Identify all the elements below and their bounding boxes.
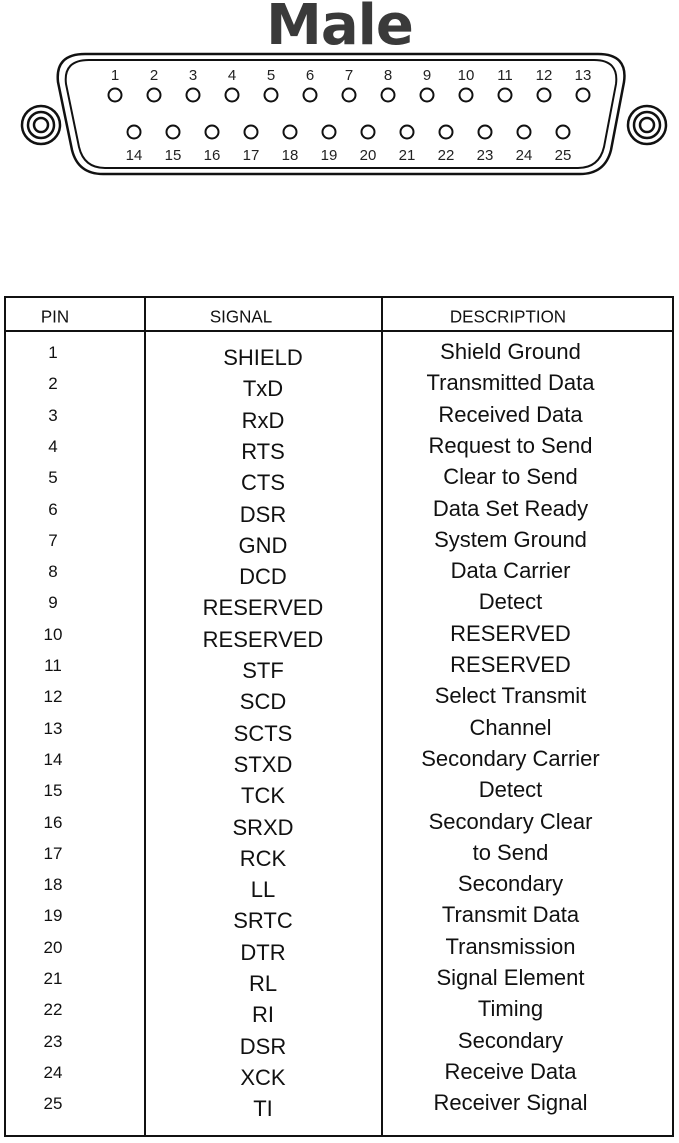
signal-cell: RTS (241, 438, 285, 464)
description-cell: to Send (472, 839, 549, 865)
pin-number-label: 11 (497, 67, 513, 84)
description-cell: Transmitted Data (426, 370, 595, 396)
pin-hole (304, 89, 317, 102)
pin-hole (245, 126, 258, 139)
signal-cell: SRTC (233, 908, 293, 934)
pin-hole (128, 126, 141, 139)
pin-cell: 20 (43, 937, 63, 957)
description-cell: Secondary Carrier (421, 745, 600, 771)
signal-cell: TxD (242, 376, 284, 402)
description-cell: Secondary Clear (428, 808, 593, 834)
signal-cell: DSR (239, 1033, 287, 1059)
pin-number-label: 12 (535, 67, 553, 84)
connector-title: Male (266, 0, 413, 58)
pin-hole (187, 89, 200, 102)
pin-hole (460, 89, 473, 102)
header-pin: PIN (40, 306, 70, 327)
pin-hole (382, 89, 395, 102)
pin-cell: 12 (43, 687, 63, 707)
signal-cell: XCK (240, 1064, 286, 1090)
pin-number-label: 20 (359, 147, 377, 164)
description-cell: Shield Ground (440, 339, 581, 364)
pin-hole (440, 126, 453, 139)
pin-hole (148, 89, 161, 102)
pin-number-label: 22 (437, 147, 455, 164)
pin-number-label: 6 (305, 67, 315, 84)
db25-connector-diagram (0, 40, 679, 190)
description-cell: Transmission (445, 933, 576, 959)
pin-cell: 19 (43, 906, 63, 926)
description-cell: Detect (478, 589, 543, 615)
pin-cell: 10 (43, 624, 63, 644)
pin-hole (362, 126, 375, 139)
signal-cell: TI (253, 1096, 273, 1122)
pin-number-label: 1 (110, 67, 120, 84)
pin-cell: 23 (43, 1031, 63, 1051)
pin-number-label: 19 (320, 147, 338, 164)
pin-cell: 18 (43, 875, 63, 895)
signal-cell: DSR (239, 501, 287, 527)
pin-number-label: 15 (164, 147, 182, 164)
pin-hole (265, 89, 278, 102)
pin-cell: 22 (43, 1000, 63, 1020)
signal-cell: CTS (241, 470, 285, 496)
description-cell: Clear to Send (443, 464, 578, 490)
signal-cell: RxD (241, 407, 285, 433)
connector-pins (109, 67, 592, 164)
pin-cell: 14 (43, 749, 63, 769)
pin-number-label: 14 (125, 147, 143, 164)
signal-cell: SCTS (233, 720, 293, 746)
pin-number-label: 24 (515, 147, 533, 164)
pin-cell: 5 (48, 468, 58, 488)
signal-cell: RESERVED (202, 626, 324, 652)
description-cell: RESERVED (450, 620, 571, 646)
description-cell: Receiver Signal (433, 1090, 588, 1116)
description-cell: RESERVED (450, 652, 571, 677)
description-cell: Timing (477, 996, 544, 1022)
pin-cell: 9 (48, 593, 58, 613)
pin-cell: 25 (43, 1094, 63, 1114)
pin-cell: 15 (43, 781, 63, 801)
pin-hole (401, 126, 414, 139)
signal-cell: DCD (239, 564, 287, 590)
signal-cell: DTR (240, 939, 286, 965)
pin-cell: 21 (43, 969, 63, 988)
signal-cell: STF (242, 658, 284, 683)
description-cell: Data Carrier (450, 558, 571, 584)
description-cell: Channel (469, 714, 552, 740)
pin-hole (518, 126, 531, 139)
description-cell: Receive Data (444, 1058, 577, 1084)
signal-cell: GND (238, 532, 288, 558)
pin-hole (479, 126, 492, 139)
signal-cell: RI (252, 1002, 274, 1028)
description-cell: Request to Send (428, 432, 593, 458)
pin-hole (421, 89, 434, 102)
signal-cell: TCK (241, 783, 285, 809)
left-mounting-screw (22, 106, 60, 144)
pin-hole (538, 89, 551, 102)
pin-hole (499, 89, 512, 102)
pin-number-label: 21 (398, 147, 416, 164)
pin-number-label: 16 (203, 147, 221, 164)
pin-number-label: 2 (149, 67, 159, 84)
pinout-table (4, 296, 674, 1137)
pin-hole (577, 89, 590, 102)
signal-cell: SHIELD (223, 345, 303, 370)
description-cell: Select Transmit (434, 683, 587, 709)
pin-hole (167, 126, 180, 139)
pin-number-label: 23 (476, 147, 494, 164)
pin-cell: 3 (48, 405, 58, 425)
signal-cell: LL (250, 877, 276, 903)
pin-hole (226, 89, 239, 102)
pin-cell: 13 (43, 718, 63, 738)
signal-cell: RCK (239, 845, 287, 871)
signal-cell: STXD (233, 751, 293, 777)
pin-cell: 16 (43, 812, 63, 832)
pin-number-label: 3 (188, 67, 198, 84)
description-cell: Signal Element (436, 965, 585, 990)
right-mounting-screw (628, 106, 666, 144)
signal-cell: RESERVED (202, 595, 324, 621)
pin-hole (109, 89, 122, 102)
pin-number-label: 13 (574, 67, 592, 84)
description-cell: Received Data (438, 401, 583, 427)
header-signal: SIGNAL (209, 306, 273, 327)
signal-cell: RL (248, 971, 278, 996)
pin-hole (343, 89, 356, 102)
pin-cell: 7 (48, 530, 58, 550)
pin-number-label: 17 (242, 147, 260, 164)
pin-hole (557, 126, 570, 139)
pin-hole (284, 126, 297, 139)
description-cell: Secondary (457, 1027, 564, 1053)
pin-cell: 24 (43, 1062, 63, 1082)
pin-cell: 8 (48, 562, 58, 582)
pin-cell: 2 (48, 374, 58, 394)
pin-number-label: 7 (344, 67, 354, 84)
signal-cell: SRXD (232, 814, 294, 840)
description-cell: Secondary (457, 871, 564, 897)
pin-number-label: 18 (281, 147, 299, 164)
connector-shell-inner (66, 60, 617, 168)
description-cell: Detect (478, 777, 543, 803)
pin-cell: 17 (43, 843, 63, 863)
signal-cell: SCD (239, 689, 287, 715)
pin-cell: 6 (48, 499, 58, 519)
pin-cell: 1 (48, 343, 58, 362)
pin-number-label: 9 (422, 67, 432, 84)
pin-hole (323, 126, 336, 139)
header-description: DESCRIPTION (449, 306, 567, 327)
pin-number-label: 25 (554, 147, 572, 164)
pin-cell: 4 (48, 436, 58, 456)
pin-hole (206, 126, 219, 139)
pin-cell: 11 (44, 656, 62, 675)
pin-number-label: 4 (227, 67, 237, 84)
pin-number-label: 10 (457, 67, 475, 84)
description-cell: System Ground (434, 526, 587, 552)
pin-number-label: 8 (383, 67, 393, 84)
description-cell: Transmit Data (441, 902, 580, 928)
description-cell: Data Set Ready (432, 495, 589, 521)
pin-number-label: 5 (266, 67, 276, 84)
